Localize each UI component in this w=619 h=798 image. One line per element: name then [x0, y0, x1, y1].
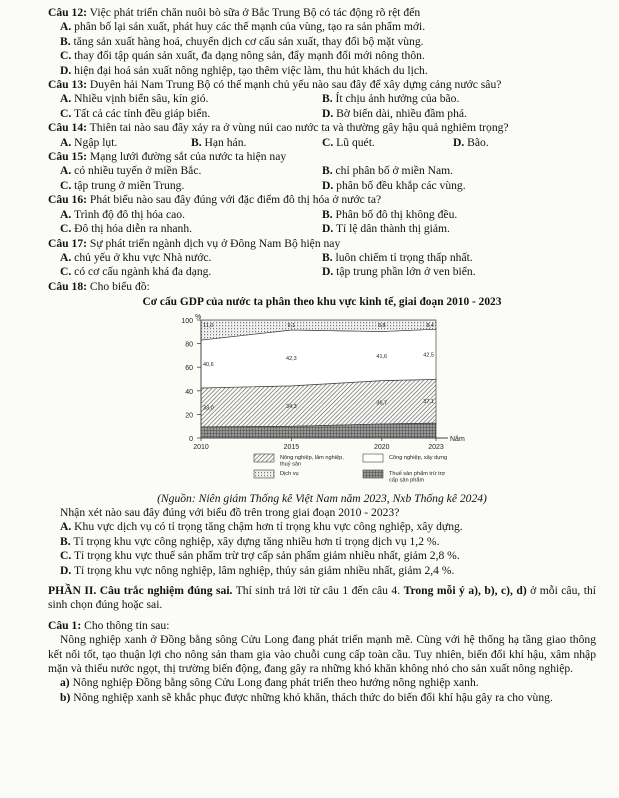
statement-letter: b): [60, 690, 71, 704]
option-c[interactable]: [60, 265, 322, 279]
legend-swatch: [254, 470, 274, 478]
option-text: tập trung phần lớn ở ven biển.: [333, 265, 476, 279]
option-text: luôn chiếm tỉ trọng thấp nhất.: [332, 250, 473, 264]
option-letter: C.: [60, 549, 72, 563]
option-a[interactable]: [60, 251, 322, 265]
data-label: 34,3: [286, 403, 297, 410]
option-text: Hạn hán.: [201, 135, 247, 149]
statement-letter: a): [60, 676, 70, 690]
option-letter: C.: [60, 106, 72, 120]
question-prompt: Nhận xét nào sau đây đúng với biểu đồ trên trong giai đoạn 2010 - 2023?: [60, 505, 400, 519]
option-letter: A.: [60, 92, 72, 106]
data-label: 11,0: [203, 322, 214, 329]
y-tick-label: 100: [181, 317, 193, 325]
y-tick-label: 20: [185, 411, 193, 419]
option-text: phân bố lại sản xuất, phát huy các thế mạnh của vùng, tạo ra sản phẩm mới.: [71, 20, 426, 34]
question-label: Câu 13:: [48, 78, 87, 92]
x-tick-label: 2015: [283, 443, 300, 451]
data-label: 42,5: [423, 351, 434, 358]
question-text: Cho biểu đồ:: [86, 279, 150, 293]
question-label: Câu 18:: [48, 279, 87, 293]
option-a[interactable]: [48, 20, 596, 34]
question-label: Câu 16:: [48, 193, 87, 207]
option-letter: D.: [60, 563, 72, 577]
option-letter: A.: [60, 135, 72, 149]
part-2-tail: ở mỗi câu, thí sinh chọn đúng hoặc sai.: [48, 583, 596, 612]
option-text: Nhiều vịnh biển sâu, kín gió.: [71, 92, 209, 106]
data-label: 8,8: [377, 322, 386, 329]
statement-a[interactable]: [48, 676, 596, 690]
option-text: Ít chịu ảnh hưởng của bão.: [332, 92, 460, 106]
legend-swatch: [254, 454, 274, 462]
option-letter: A.: [60, 207, 72, 221]
legend-swatch: [363, 454, 383, 462]
y-tick-label: 80: [185, 341, 193, 349]
statement-text: Nông nghiệp xanh sẽ khắc phục được những khó khăn, thách thức do biến đổi khí hậu gây ra cho vùng.: [70, 690, 553, 704]
option-letter: D.: [322, 106, 334, 120]
option-b[interactable]: [322, 164, 584, 178]
option-b[interactable]: [48, 35, 596, 49]
option-text: thay đổi tập quán sản xuất, đa dạng nông sản, đẩy mạnh đổi mới nông thôn.: [71, 49, 425, 63]
exam-page: [48, 6, 596, 705]
data-label: 37,1: [423, 398, 434, 405]
option-text: Tỉ trọng khu vực công nghiệp, xây dựng tăng nhiều hơn tỉ trọng dịch vụ 1,2 %.: [70, 534, 440, 548]
option-d[interactable]: [322, 265, 584, 279]
option-text: tập trung ở miền Trung.: [71, 178, 185, 192]
option-letter: B.: [322, 250, 333, 264]
x-tick-label: 2023: [428, 443, 444, 451]
data-label: 36,7: [376, 399, 388, 406]
chart-title: Cơ cấu GDP của nước ta phân theo khu vực kinh tế, giai đoạn 2010 - 2023: [142, 296, 502, 309]
part-2-instructions: [48, 584, 596, 613]
question-13: [48, 78, 596, 121]
question-label: Câu 1:: [48, 618, 82, 632]
area-series-2: [201, 329, 436, 388]
part-2-heading: PHẦN II. Câu trắc nghiệm đúng sai.: [48, 583, 233, 597]
option-text: phân bố đều khắp các vùng.: [333, 178, 466, 192]
question-text: Phát biểu nào sau đây đúng với đặc điểm đô thị hóa ở nước ta?: [86, 193, 382, 207]
data-label: 33,0: [203, 404, 214, 411]
question-12: [48, 6, 596, 78]
legend-label: Nông nghiệp, lâm nghiệp, thuỷ sản: [280, 454, 344, 468]
part-2-text: Thí sinh trả lời từ câu 1 đến câu 4.: [232, 583, 404, 597]
option-d[interactable]: [322, 179, 584, 193]
x-tick-label: 2010: [193, 443, 209, 451]
option-text: Ngập lụt.: [71, 135, 118, 149]
question-text: Duyên hải Nam Trung Bộ có thế mạnh chủ yếu nào sau đây để xây dựng cảng nước sâu?: [86, 78, 502, 92]
option-b[interactable]: [322, 92, 584, 106]
legend-swatch: [363, 470, 383, 478]
option-letter: D.: [453, 135, 465, 149]
question-16: [48, 193, 596, 236]
question-text: Mạng lưới đường sắt của nước ta hiện nay: [86, 150, 287, 164]
option-b[interactable]: [48, 535, 596, 549]
question-label: Câu 17:: [48, 236, 87, 250]
option-a[interactable]: [48, 520, 596, 534]
option-letter: C.: [60, 178, 72, 192]
data-label: 40,6: [203, 361, 214, 368]
option-text: Bão.: [464, 135, 489, 149]
data-label: 42,3: [286, 355, 297, 362]
option-letter: B.: [322, 164, 333, 178]
option-d[interactable]: [322, 222, 584, 236]
option-c[interactable]: [60, 107, 322, 121]
data-label: 41,6: [376, 353, 388, 360]
question-text: Thiên tai nào sau đây xảy ra ở vùng núi cao nước ta và thường gây hậu quả nghiêm trọng?: [86, 121, 509, 135]
data-label: 9,1: [287, 322, 296, 329]
option-text: chỉ phân bố ở miền Nam.: [332, 164, 454, 178]
option-c[interactable]: [60, 222, 322, 236]
question-label: Câu 12:: [48, 6, 87, 19]
option-a[interactable]: [60, 92, 322, 106]
option-c[interactable]: [60, 179, 322, 193]
gdp-structure-chart: [48, 310, 596, 490]
data-label: 8,4: [426, 322, 434, 329]
option-letter: C.: [322, 135, 334, 149]
option-letter: C.: [60, 49, 72, 63]
option-d[interactable]: [48, 564, 596, 578]
option-b[interactable]: [322, 251, 584, 265]
option-text: Tỉ lệ dân thành thị giảm.: [333, 222, 450, 236]
question-text: Sự phát triển ngành dịch vụ ở Đông Nam Bộ hiện nay: [86, 236, 341, 250]
option-letter: B.: [322, 207, 333, 221]
option-a[interactable]: [60, 164, 322, 178]
option-text: Đô thị hóa diễn ra nhanh.: [71, 222, 193, 236]
question-label: Câu 15:: [48, 150, 87, 164]
option-letter: A.: [60, 520, 72, 534]
y-tick-label: 60: [185, 364, 193, 372]
option-text: Lũ quét.: [333, 135, 375, 149]
option-letter: A.: [60, 164, 72, 178]
option-text: tăng sản xuất hàng hoá, chuyển dịch cơ cấu sản xuất, thay đổi bộ mặt vùng.: [70, 34, 424, 48]
question-text: Cho thông tin sau:: [81, 618, 170, 632]
y-axis-unit: %: [195, 313, 202, 321]
option-d[interactable]: [453, 136, 584, 150]
part-2-bold-text: Trong mỗi ý a), b), c), d): [403, 583, 527, 597]
option-a[interactable]: [60, 208, 322, 222]
option-text: Tất cả các tỉnh đều giáp biển.: [71, 106, 211, 120]
y-tick-label: 40: [185, 388, 193, 396]
option-a[interactable]: [60, 136, 191, 150]
chart-source: (Nguồn: Niên giám Thống kê Việt Nam năm 2023, Nxb Thống kê 2024): [157, 491, 487, 505]
option-letter: A.: [60, 250, 72, 264]
option-letter: C.: [60, 222, 72, 236]
option-text: chủ yếu ở khu vực Nhà nước.: [71, 250, 212, 264]
statement-text: Nông nghiệp Đồng bằng sông Cửu Long đang phát triển theo hướng nông nghiệp xanh.: [69, 676, 479, 690]
option-letter: B.: [191, 135, 202, 149]
info-paragraph: Nông nghiệp xanh ở Đồng bằng sông Cửu Long đang phát triển mạnh mẽ. Cùng với hệ thống hạ tầng giao thông kết nối tốt, tạo thuận lợi cho nông sản tham gia vào chuỗi cung cấp toàn cầu. Tuy nhiên, biến đổi khí hậu, xâm nhập mặn và thiếu nước ngọt, thị trường biến động, đang gây ra những khó khăn không nhỏ cho sản xuất nông nghiệp.: [48, 633, 596, 675]
option-c[interactable]: [322, 136, 453, 150]
option-letter: B.: [60, 534, 71, 548]
option-c[interactable]: [48, 49, 596, 63]
legend-label: Dịch vụ: [280, 470, 299, 477]
x-axis-label: Năm: [450, 435, 465, 443]
option-text: Khu vực dịch vụ có tỉ trọng tăng chậm hơn tỉ trọng khu vực công nghiệp, xây dựng.: [71, 520, 463, 534]
option-text: Phân bố đô thị không đều.: [332, 207, 458, 221]
option-d[interactable]: [322, 107, 584, 121]
legend-label: Thuế sản phẩm trừ trợ cấp sản phẩm: [389, 470, 446, 484]
option-text: có cơ cấu ngành khá đa dạng.: [71, 265, 212, 279]
option-text: hiện đại hoá sản xuất nông nghiệp, tạo thêm việc làm, thu hút khách du lịch.: [71, 63, 428, 77]
option-b[interactable]: [191, 136, 322, 150]
option-b[interactable]: [322, 208, 584, 222]
option-letter: D.: [322, 222, 334, 236]
option-letter: B.: [60, 34, 71, 48]
question-text: Việc phát triển chăn nuôi bò sữa ở Bắc Trung Bộ có tác động rõ rệt đến: [86, 6, 421, 19]
option-c[interactable]: [48, 549, 596, 563]
question-label: Câu 14:: [48, 121, 87, 135]
part2-question-1: [48, 619, 596, 705]
option-letter: D.: [60, 63, 72, 77]
option-letter: B.: [322, 92, 333, 106]
option-d[interactable]: [48, 64, 596, 78]
option-text: Tỉ trọng khu vực thuế sản phẩm trừ trợ cấp sản phẩm giảm nhiều nhất, giảm 2,8 %.: [71, 549, 460, 563]
option-letter: A.: [60, 20, 72, 34]
question-18: [48, 280, 596, 578]
option-text: Bờ biển dài, nhiều đầm phá.: [333, 106, 467, 120]
option-text: Trình độ đô thị hóa cao.: [71, 207, 185, 221]
question-17: [48, 237, 596, 280]
chart-area: [48, 310, 596, 490]
option-text: có nhiều tuyến ở miền Bắc.: [71, 164, 202, 178]
statement-b[interactable]: [48, 691, 596, 705]
option-letter: D.: [322, 178, 334, 192]
x-tick-label: 2020: [373, 443, 390, 451]
y-tick-label: 0: [189, 435, 193, 443]
option-text: Tỉ trọng khu vực nông nghiệp, lâm nghiệp, thủy sản giảm nhiều nhất, giảm 2,4 %.: [71, 563, 455, 577]
option-letter: D.: [322, 265, 334, 279]
legend-label: Công nghiệp, xây dựng: [389, 454, 448, 461]
question-14: [48, 121, 596, 150]
question-15: [48, 150, 596, 193]
option-letter: C.: [60, 265, 72, 279]
